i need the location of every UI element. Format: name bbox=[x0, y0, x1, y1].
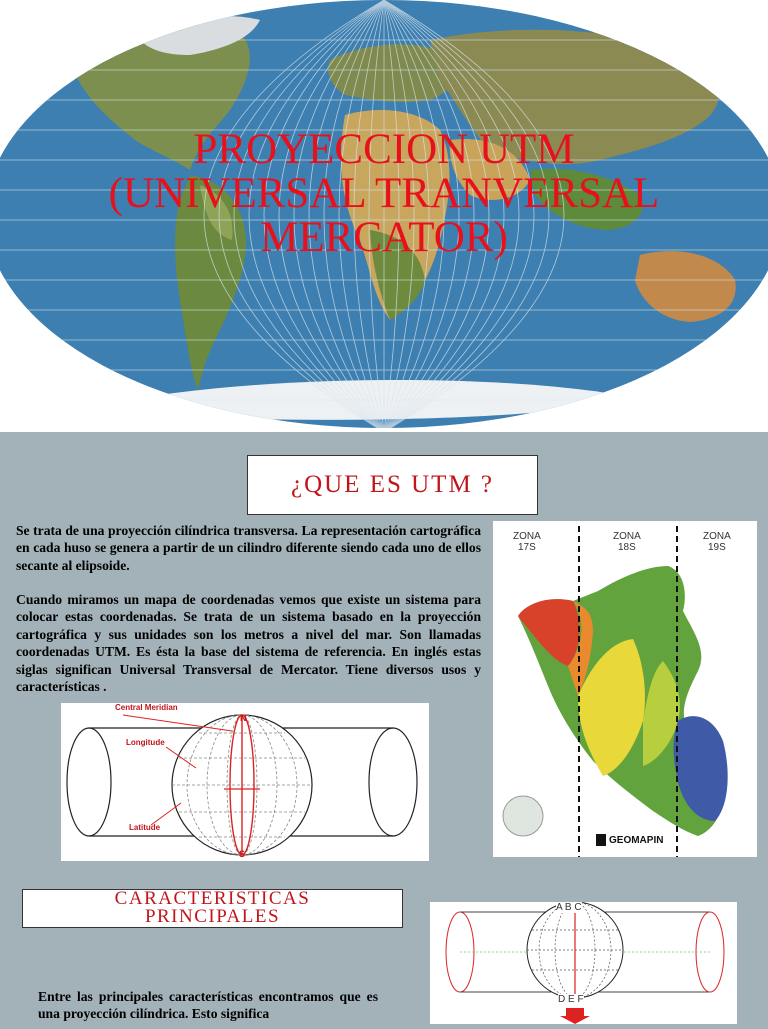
characteristics-paragraph: Entre las principales características encontramos que es una proyección cilíndrica. Esto significa bbox=[38, 989, 378, 1022]
bottom-letters-label: D E F bbox=[558, 994, 584, 1005]
characteristics-heading-line-1: CARACTERISTICAS bbox=[114, 889, 311, 909]
title-line-2: (UNIVERSAL TRANVERSAL bbox=[108, 170, 660, 217]
central-meridian-label: Central Meridian bbox=[115, 703, 178, 712]
zone-19s-label: ZONA 19S bbox=[703, 531, 731, 553]
characteristics-heading-line-2: PRINCIPALES bbox=[144, 906, 281, 927]
longitude-label: Longitude bbox=[126, 738, 165, 747]
coordinates-paragraph: Cuando miramos un mapa de coordenadas vemos que existe un sistema para colocar estas coordenadas. Se trata de un sistema basado en la proyección cartográfica y sus unidades son los metros a nivel del mar. Son llamadas coordenadas UTM. Es ésta la base del sistema de referencia. En inglés estas siglas significan Universal Transversal de Mercator. Tiene diversos usos y características . bbox=[16, 592, 481, 695]
question-heading: ¿QUE ES UTM ? bbox=[247, 455, 538, 515]
zone-17s-label: ZONA 17S bbox=[513, 531, 541, 553]
title-line-1: PROYECCION UTM bbox=[193, 126, 575, 173]
characteristics-heading bbox=[22, 889, 403, 928]
page-title bbox=[0, 128, 768, 260]
definition-paragraph: Se trata de una proyección cilíndrica transversa. La representación cartográfica en cada huso se genera a partir de un cilindro diferente siendo cada uno de ellos secante al elipsoide. bbox=[16, 523, 481, 573]
utm-cylinder-diagram bbox=[61, 703, 429, 861]
peru-utm-zones-map bbox=[493, 521, 757, 857]
title-line-3: MERCATOR) bbox=[260, 214, 508, 261]
geomapin-logo: GEOMAPIN bbox=[609, 835, 664, 846]
south-label: S bbox=[239, 849, 246, 859]
north-label: N bbox=[240, 713, 247, 723]
top-letters-label: A B C bbox=[556, 902, 582, 913]
secant-cylinder-diagram bbox=[430, 902, 737, 1024]
zone-18s-label: ZONA 18S bbox=[613, 531, 641, 553]
latitude-label: Latitude bbox=[129, 823, 161, 832]
world-map-banner bbox=[0, 0, 768, 432]
